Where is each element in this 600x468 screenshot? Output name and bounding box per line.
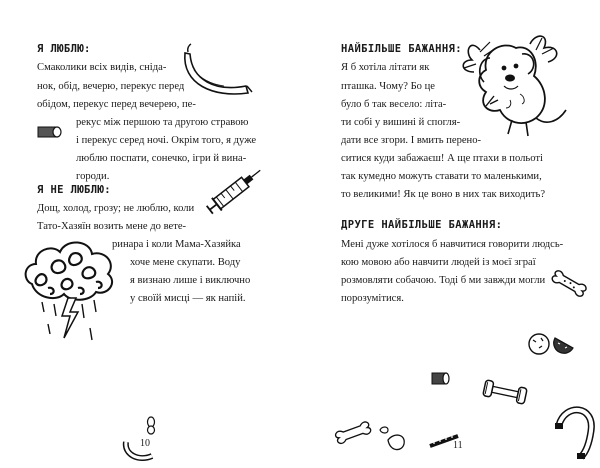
wish-line: було б так весело: літа- — [341, 99, 447, 110]
dumbbell-bone-icon — [480, 378, 530, 406]
wish-line: дати все згори. І вмить перено- — [341, 135, 482, 146]
dislike-line: у своїй мисці — як напій. — [130, 293, 246, 304]
wish-line: ситися куди забажаєш! А ще птахи в польоті — [341, 153, 543, 164]
wish-line: ти собі у вишині й спогля- — [341, 117, 461, 128]
like-line: обідом, перекус перед вечерею, пе- — [37, 99, 196, 110]
like-line: і перекус серед ночі. Окрім того, я дуже — [76, 135, 257, 146]
dislike-line: я визнаю лише і виключно — [130, 275, 251, 286]
treats-icon — [330, 410, 480, 460]
wish-line: так кумедно можуть ставати то маленькими, — [341, 171, 542, 182]
dog-bone-icon — [550, 268, 590, 300]
second-wish-line: розмовляти собачою. Тоді б ми завжди могли — [341, 275, 546, 286]
wish-line: пташка. Чому? Бо це — [341, 81, 436, 92]
like-line: люблю поспати, сонечко, ігри й вина- — [76, 153, 247, 164]
dislike-heading: Я НЕ ЛЮБЛЮ: — [37, 184, 111, 196]
second-wish-line: порозумітися. — [341, 293, 404, 304]
page-number: 11 — [453, 440, 463, 451]
second-wish-heading: ДРУГЕ НАЙБІЛЬШЕ БАЖАННЯ: — [341, 219, 503, 231]
dislike-line: хоче мене скупати. Воду — [130, 257, 241, 268]
wish-line: то великими! Як це воно в них так виходить? — [341, 189, 546, 200]
like-heading: Я ЛЮБЛЮ: — [37, 43, 91, 55]
wish-line: Я б хотіла літати як — [341, 62, 430, 73]
food-piece-icon — [37, 125, 63, 139]
right-page — [300, 0, 600, 468]
cookie-icon — [525, 328, 580, 358]
dislike-line: ринара і коли Мама-Хазяйка — [112, 239, 241, 250]
page-number: 10 — [140, 438, 150, 449]
like-line: нок, обід, вечерю, перекус перед — [37, 81, 185, 92]
sausage-slice-icon — [118, 412, 168, 462]
coin-icon — [428, 370, 452, 388]
syringe-icon — [200, 160, 270, 220]
sausage-slice-icon — [555, 395, 600, 465]
like-line: Смаколики всіх видів, сніда- — [37, 62, 167, 73]
second-wish-line: Мені дуже хотілося б навчитися говорити людсь- — [341, 239, 564, 250]
dislike-line: Дощ, холод, грозу; не люблю, коли — [37, 203, 195, 214]
like-line: рекус між першою та другою стравою — [76, 117, 249, 128]
dislike-line: Тато-Хазяїн возить мене до вете- — [37, 221, 187, 232]
second-wish-line: кою мовою або навчити людей із моєї зграї — [341, 257, 536, 268]
flying-dog-icon — [450, 30, 580, 140]
raincloud-icon — [20, 232, 120, 347]
wish-heading: НАЙБІЛЬШЕ БАЖАННЯ: — [341, 43, 462, 55]
sausage-icon — [180, 40, 255, 100]
like-line: городи. — [76, 171, 110, 182]
